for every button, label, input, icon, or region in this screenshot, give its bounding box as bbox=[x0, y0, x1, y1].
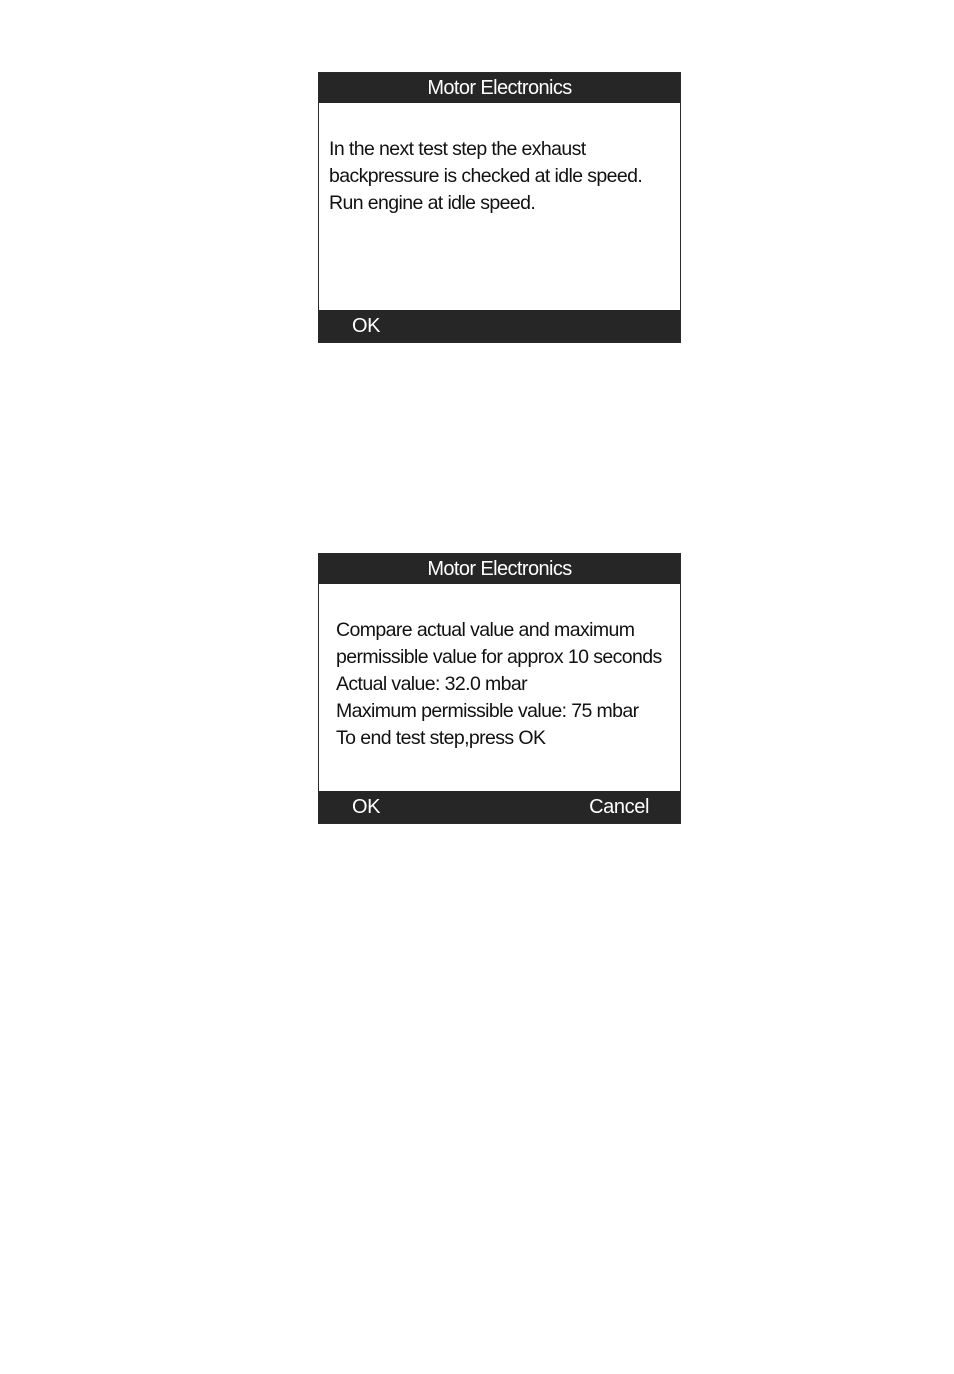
ok-button[interactable]: OK bbox=[352, 315, 381, 337]
message-line: backpressure is checked at idle speed. bbox=[329, 165, 643, 187]
message-line: Compare actual value and maximum bbox=[336, 619, 635, 641]
screen-title: Motor Electronics bbox=[319, 554, 680, 584]
soft-button-bar bbox=[319, 791, 680, 823]
motor-electronics-screen-2 bbox=[318, 553, 681, 824]
screen-title: Motor Electronics bbox=[319, 73, 680, 103]
message-body bbox=[329, 136, 680, 217]
motor-electronics-screen-1 bbox=[318, 72, 681, 343]
ok-button[interactable]: OK bbox=[352, 796, 381, 818]
message-body bbox=[336, 617, 680, 752]
max-value-line: Maximum permissible value: 75 mbar bbox=[336, 700, 639, 722]
message-line: In the next test step the exhaust bbox=[329, 138, 586, 160]
cancel-button[interactable]: Cancel bbox=[589, 796, 649, 818]
soft-button-bar bbox=[319, 310, 680, 342]
message-line: Run engine at idle speed. bbox=[329, 192, 536, 214]
actual-value-line: Actual value: 32.0 mbar bbox=[336, 673, 528, 695]
message-line: permissible value for approx 10 seconds bbox=[336, 646, 662, 668]
message-line: To end test step,press OK bbox=[336, 727, 546, 749]
